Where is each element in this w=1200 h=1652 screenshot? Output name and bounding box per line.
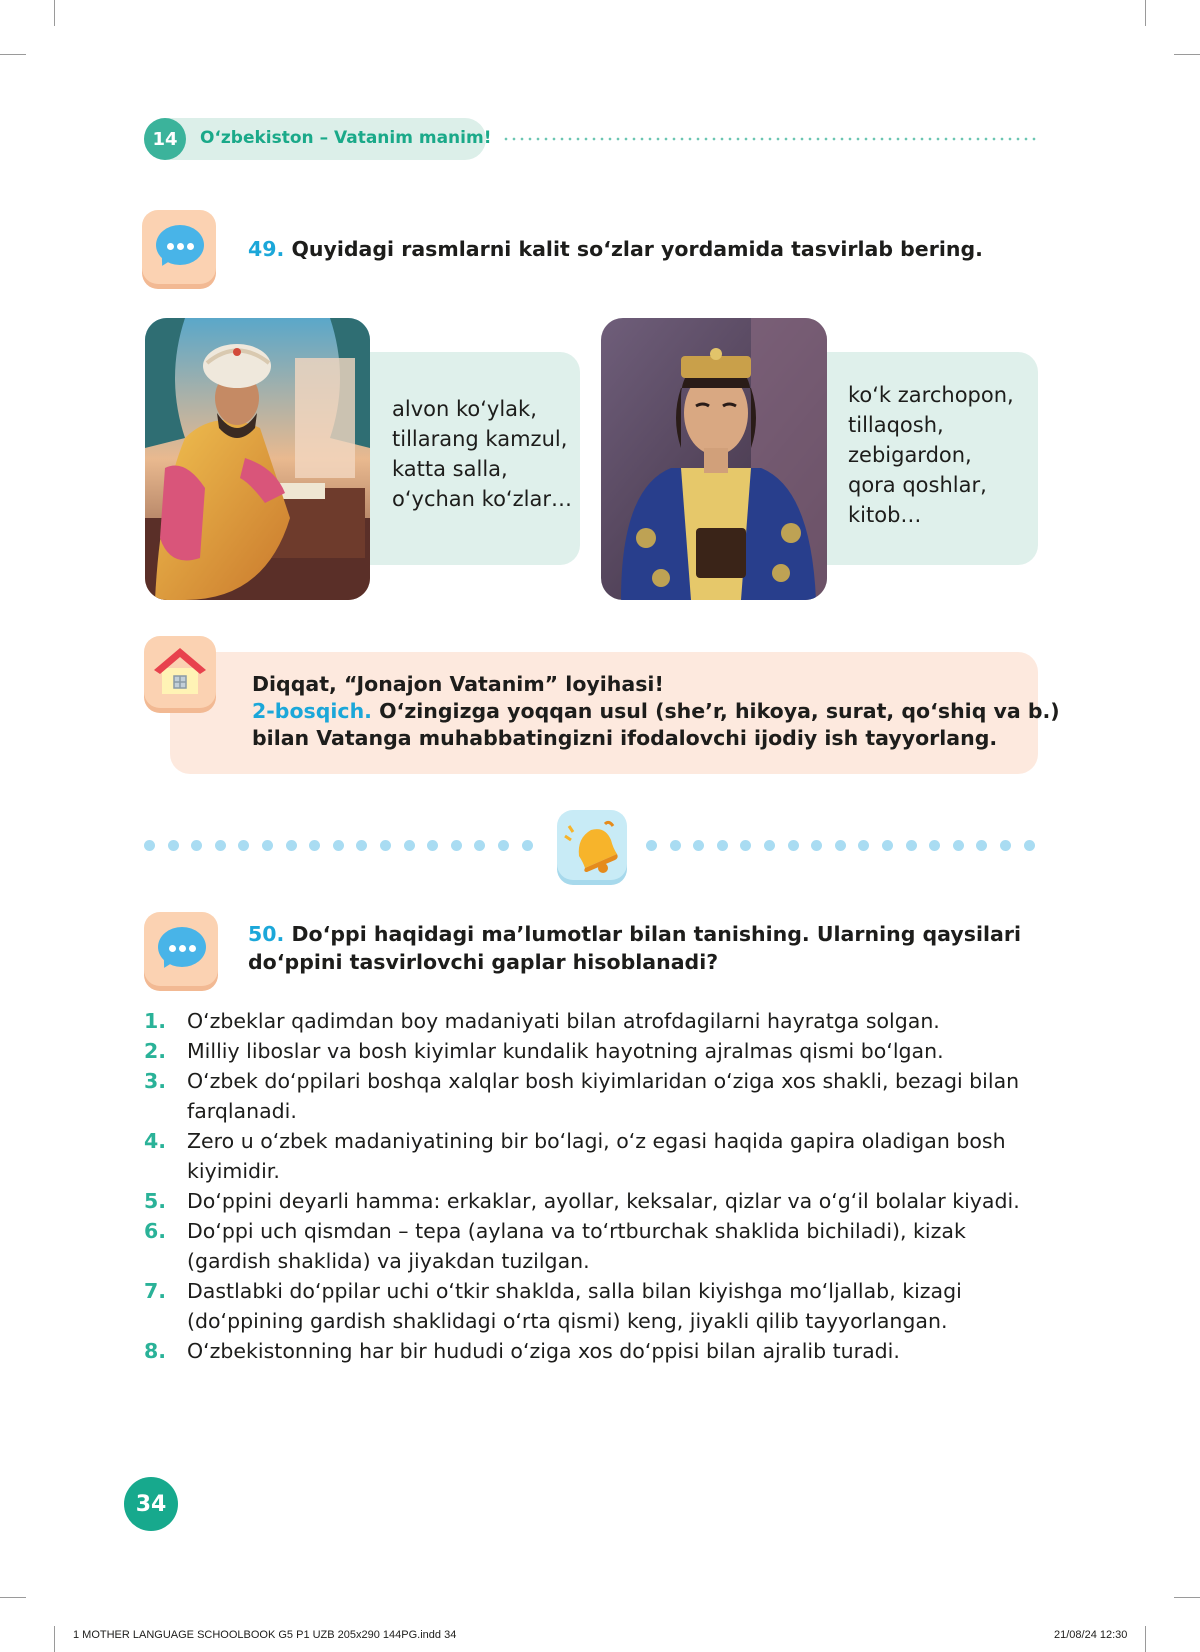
project-text [252, 671, 1060, 752]
project-step: 2-bosqich. [252, 699, 372, 723]
keyword-list-2 [848, 380, 1014, 530]
list-item [144, 1006, 1044, 1036]
divider-dot [238, 840, 249, 851]
list-item-number: 4. [144, 1129, 167, 1153]
chapter-title: O‘zbekiston – Vatanim manim! [200, 128, 492, 148]
task-number: 49. [248, 237, 285, 261]
print-slug-file: 1 MOTHER LANGUAGE SCHOOLBOOK G5 P1 UZB 205x290 144PG.indd 34 [73, 1629, 457, 1641]
fact-list [144, 1006, 1044, 1366]
list-item [144, 1066, 1044, 1126]
divider-dot [1024, 840, 1035, 851]
divider-dot [882, 840, 893, 851]
task-instruction: Do‘ppi haqidagi ma’lumotlar bilan tanishing. Ularning qaysilari [291, 922, 1021, 946]
list-item [144, 1276, 1044, 1336]
divider-dot [953, 840, 964, 851]
keyword: o‘ychan ko‘zlar… [392, 487, 572, 511]
portrait-woman-image [601, 318, 827, 600]
crop-mark [0, 54, 26, 55]
keyword: kitob… [848, 503, 922, 527]
list-item-text: Do‘ppini deyarli hamma: erkaklar, ayollar, keksalar, qizlar va o‘g‘il bolalar kiyadi. [187, 1189, 1020, 1213]
divider-dot [929, 840, 940, 851]
divider-dot [858, 840, 869, 851]
crop-mark [1174, 54, 1200, 55]
divider-dot [811, 840, 822, 851]
list-item-number: 2. [144, 1039, 167, 1063]
divider-dot [717, 840, 728, 851]
page-number: 34 [124, 1477, 178, 1531]
project-title: Diqqat, “Jonajon Vatanim” loyihasi! [252, 672, 664, 696]
list-item-text: Dastlabki do‘ppilar uchi o‘tkir shaklda, salla bilan kiyishga mo‘ljallab, kizagi (do‘ppining gardish shaklidagi o‘rta qismi) keng, jiyakli qilib tayyorlangan. [187, 1279, 962, 1333]
crop-mark [0, 1597, 26, 1598]
divider-dot [286, 840, 297, 851]
crop-mark [54, 1626, 55, 1652]
divider-dot [670, 840, 681, 851]
keyword: tillarang kamzul, [392, 427, 568, 451]
task-50-heading [248, 920, 1021, 976]
portrait-man-image [145, 318, 370, 600]
chat-bubble-icon [144, 912, 218, 986]
divider-dot [764, 840, 775, 851]
divider-dot [356, 840, 367, 851]
divider-dot [451, 840, 462, 851]
divider-dot [1000, 840, 1011, 851]
crop-mark [1145, 0, 1146, 26]
list-item [144, 1216, 1044, 1276]
divider-dot [380, 840, 391, 851]
bell-icon [557, 810, 627, 880]
divider-dot [427, 840, 438, 851]
task-50-line-1 [248, 920, 1021, 948]
divider-dot [522, 840, 533, 851]
crop-mark [1174, 1597, 1200, 1598]
divider-dot [333, 840, 344, 851]
list-item-text: O‘zbekistonning har bir hududi o‘ziga xos do‘ppisi bilan ajralib turadi. [187, 1339, 900, 1363]
keyword: alvon ko‘ylak, [392, 397, 537, 421]
list-item-text: Zero u o‘zbek madaniyatining bir bo‘lagi, o‘z egasi haqida gapira oladigan bosh kiyimidir. [187, 1129, 1006, 1183]
chat-bubble-icon [142, 210, 216, 284]
divider-dot [835, 840, 846, 851]
task-number: 50. [248, 922, 285, 946]
list-item-number: 7. [144, 1279, 167, 1303]
task-50-line-2: do‘ppini tasvirlovchi gaplar hisoblanadi? [248, 950, 719, 974]
house-icon [144, 636, 216, 708]
keyword: ko‘k zarchopon, [848, 383, 1014, 407]
divider-dot [474, 840, 485, 851]
keyword: qora qoshlar, [848, 473, 987, 497]
project-instruction: O‘zingizga yoqqan usul (she’r, hikoya, surat, qo‘shiq va b.) [379, 699, 1060, 723]
keyword: zebigardon, [848, 443, 972, 467]
divider-dot [740, 840, 751, 851]
divider-dot [693, 840, 704, 851]
list-item-number: 3. [144, 1069, 167, 1093]
task-49-heading [248, 235, 983, 263]
list-item [144, 1126, 1044, 1186]
project-line-3: bilan Vatanga muhabbatingizni ifodalovchi ijodiy ish tayyorlang. [252, 726, 998, 750]
chapter-number: 14 [144, 118, 186, 160]
list-item-text: Do‘ppi uch qismdan – tepa (aylana va to‘rtburchak shaklida bichiladi), kizak (gardish shaklida) va jiyakdan tuzilgan. [187, 1219, 966, 1273]
project-line-2 [252, 698, 1060, 725]
divider-dot [404, 840, 415, 851]
list-item-number: 5. [144, 1189, 167, 1213]
divider-dot [498, 840, 509, 851]
list-item-text: O‘zbek do‘ppilari boshqa xalqlar bosh kiyimlaridan o‘ziga xos shakli, bezagi bilan farqlanadi. [187, 1069, 1020, 1123]
keyword: tillaqosh, [848, 413, 944, 437]
divider-dot [144, 840, 155, 851]
list-item [144, 1186, 1044, 1216]
divider-dot [262, 840, 273, 851]
divider-dot [168, 840, 179, 851]
task-instruction: Quyidagi rasmlarni kalit so‘zlar yordamida tasvirlab bering. [291, 237, 983, 261]
divider-dot [191, 840, 202, 851]
list-item-text: O‘zbeklar qadimdan boy madaniyati bilan atrofdagilarni hayratga solgan. [187, 1009, 940, 1033]
divider-dot [309, 840, 320, 851]
list-item-number: 8. [144, 1339, 167, 1363]
divider-dot [906, 840, 917, 851]
divider-dot [976, 840, 987, 851]
print-slug-date: 21/08/24 12:30 [1054, 1629, 1128, 1641]
crop-mark [1145, 1626, 1146, 1652]
crop-mark [54, 0, 55, 26]
header-dotted-line [502, 137, 1040, 141]
keyword-list-1 [392, 394, 572, 514]
divider-dots-right [646, 840, 1040, 852]
divider-dot [646, 840, 657, 851]
list-item-number: 1. [144, 1009, 167, 1033]
list-item [144, 1036, 1044, 1066]
keyword: katta salla, [392, 457, 508, 481]
divider-dot [215, 840, 226, 851]
divider-dots-left [144, 840, 534, 852]
divider-dot [788, 840, 799, 851]
list-item-text: Milliy liboslar va bosh kiyimlar kundalik hayotning ajralmas qismi bo‘lgan. [187, 1039, 944, 1063]
list-item-number: 6. [144, 1219, 167, 1243]
list-item [144, 1336, 1044, 1366]
